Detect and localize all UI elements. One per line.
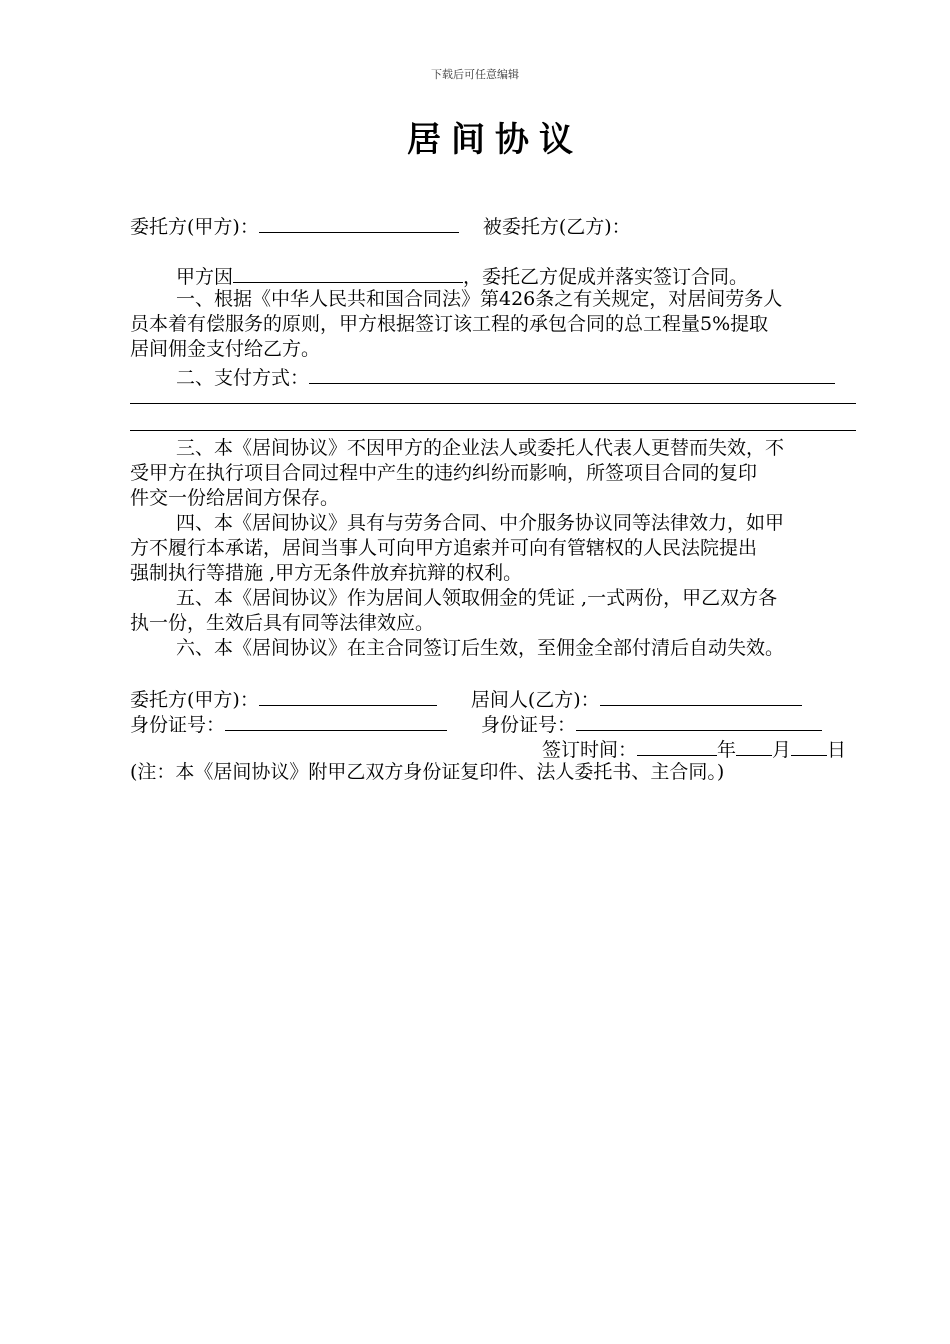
year-blank[interactable] [637, 735, 717, 756]
sign-client-blank[interactable] [259, 685, 437, 706]
clause-4-line-1: 四、本《居间协议》具有与劳务合同、中介服务协议同等法律效力，如甲 [176, 512, 785, 534]
clause-4-line-3: 强制执行等措施 ,甲方无条件放弃抗辩的权利。 [130, 562, 523, 584]
clause-3-line-2: 受甲方在执行项目合同过程中产生的违约纠纷而影响，所签项目合同的复印 [130, 462, 758, 484]
payment-method-label: 二、支付方式： [176, 367, 310, 389]
clause-5-line-1: 五、本《居间协议》作为居间人领取佣金的凭证 ,一式两份，甲乙双方各 [176, 587, 778, 609]
clause-1-line-2: 员本着有偿服务的原则，甲方根据签订该工程的承包合同的总工程量5%提取 [130, 313, 769, 335]
intro-text-b: ，委托乙方促成并落实签订合同。 [463, 266, 749, 288]
intro-text-a: 甲方因 [176, 266, 234, 288]
clause-6-line: 六、本《居间协议》在主合同签订后生效，至佣金全部付清后自动失效。 [176, 637, 785, 659]
clause-5-line-2: 执一份，生效后具有同等法律效应。 [130, 612, 435, 634]
clause-2-line [130, 363, 860, 391]
payment-method-blank[interactable] [309, 363, 835, 384]
payment-method-blank-line-2[interactable] [130, 403, 856, 404]
day-blank[interactable] [791, 735, 827, 756]
clause-3-line-3: 件交一份给居间方保存。 [130, 487, 340, 509]
date-line [130, 735, 860, 763]
sign-agent-blank[interactable] [600, 685, 802, 706]
client-label: 委托方(甲方)： [130, 216, 259, 238]
document-title: 居间协议 [407, 120, 583, 160]
reason-blank[interactable] [233, 262, 463, 283]
id-left-blank[interactable] [225, 710, 447, 731]
page-header: 下载后可任意编辑 [431, 68, 519, 81]
date-label: 签订时间： [542, 739, 638, 761]
id-right-blank[interactable] [576, 710, 822, 731]
month-blank[interactable] [736, 735, 772, 756]
id-label-right: 身份证号： [481, 714, 577, 736]
parties-line [130, 212, 860, 240]
payment-method-blank-line-3[interactable] [130, 430, 856, 431]
month-label: 月 [772, 739, 792, 761]
sign-agent-label: 居间人(乙方)： [470, 689, 600, 711]
agent-label: 被委托方(乙方)： [482, 216, 631, 238]
clause-1-line-3: 居间佣金支付给乙方。 [130, 338, 321, 360]
clause-1-line-1: 一、根据《中华人民共和国合同法》第426条之有关规定，对居间劳务人 [176, 288, 783, 310]
day-label: 日 [827, 739, 847, 761]
sign-client-label: 委托方(甲方)： [130, 689, 259, 711]
clause-3-line-1: 三、本《居间协议》不因甲方的企业法人或委托人代表人更替而失效，不 [176, 437, 785, 459]
client-name-blank[interactable] [259, 212, 459, 233]
clause-4-line-2: 方不履行本承诺，居间当事人可向甲方追索并可向有管辖权的人民法院提出 [130, 537, 758, 559]
id-number-line [130, 710, 860, 738]
signature-line [130, 685, 860, 713]
id-label-left: 身份证号： [130, 714, 226, 736]
year-label: 年 [717, 739, 737, 761]
appendix-note: (注：本《居间协议》附甲乙双方身份证复印件、法人委托书、主合同。) [130, 761, 725, 783]
intro-line [130, 262, 860, 290]
